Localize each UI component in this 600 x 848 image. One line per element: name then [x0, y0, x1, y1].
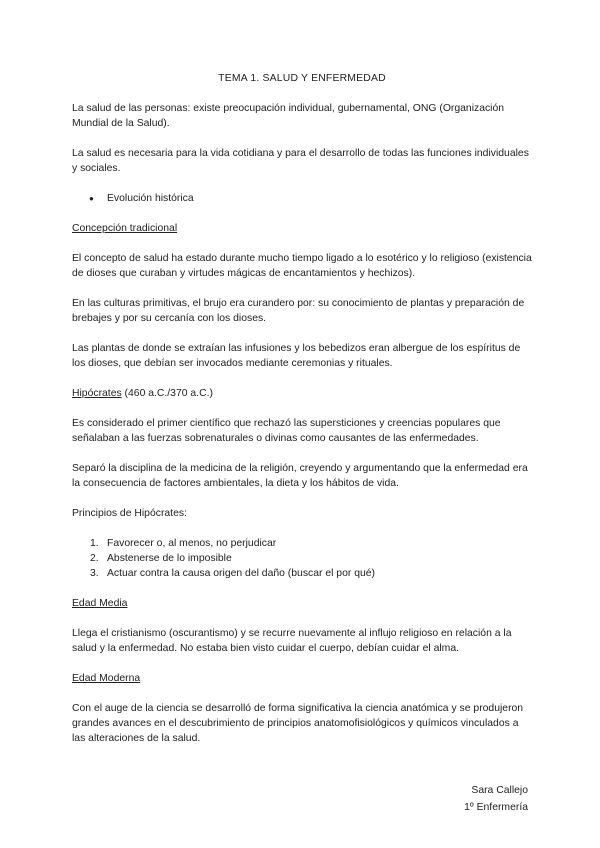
principles-list [72, 536, 532, 581]
signature-block [464, 782, 528, 816]
hipocrates-heading-line [72, 386, 532, 401]
heading-edad-media: Edad Media [72, 598, 128, 609]
bullet-list [72, 191, 532, 206]
principles-label: Principios de Hipócrates: [72, 508, 187, 519]
tradicional-paragraph-1: El concepto de salud ha estado durante mucho tiempo ligado a lo esotérico y lo religioso (existencia de dioses que curaban y virtudes mágicas de encantamientos y hechizos). [72, 253, 532, 279]
media-paragraph-1: Llega el cristianismo (oscurantismo) y se recurre nuevamente al influjo religioso en relación a la salud y la enfermedad. No estaba bien visto cuidar el cuerpo, debían cuidar el alma. [72, 628, 512, 654]
author-course: 1º Enfermería [464, 802, 528, 813]
tradicional-paragraph-3: Las plantas de donde se extraían las infusiones y los bebedizos eran albergue de los espíritus de los dioses, que debían ser invocados mediante ceremonias y rituales. [72, 343, 521, 369]
document-title: TEMA 1. SALUD Y ENFERMEDAD [218, 73, 386, 84]
tradicional-paragraph-2: En las culturas primitivas, el brujo era curandero por: su conocimiento de plantas y preparación de brebajes y por su cercanía con los dioses. [72, 298, 525, 324]
document-body [72, 71, 532, 761]
principle-text: Favorecer o, al menos, no perjudicar [107, 538, 277, 549]
principle-item [72, 551, 532, 566]
principle-item [72, 536, 532, 551]
hipocrates-paragraph-2: Separó la disciplina de la medicina de la religión, creyendo y argumentando que la enfermedad era la consecuencia de factores ambientales, la dieta y los hábitos de vida. [72, 463, 528, 489]
principle-item [72, 566, 532, 581]
moderna-paragraph-1: Con el auge de la ciencia se desarrolló de forma significativa la ciencia anatómica y se produjeron grandes avances en el descubrimiento de principios anatomofisiológicos y químicos vinculados a las alteraciones de la salud. [72, 703, 524, 744]
heading-hipocrates: Hipócrates [72, 388, 122, 399]
intro-paragraph-2: La salud es necesaria para la vida cotidiana y para el desarrollo de todas las funciones individuales y sociales. [72, 148, 529, 174]
principle-number: 3. [90, 568, 99, 579]
heading-concepcion-tradicional: Concepción tradicional [72, 223, 178, 234]
author-name: Sara Callejo [471, 785, 528, 796]
bullet-item-evolucion: ● Evolución histórica [107, 191, 532, 206]
hipocrates-paragraph-1: Es considerado el primer científico que rechazó las supersticiones y creencias populares que señalaban a las fuerzas sobrenaturales o divinas como causantes de las enfermedades. [72, 418, 501, 444]
heading-edad-moderna: Edad Moderna [72, 673, 141, 684]
principle-text: Actuar contra la causa origen del daño (buscar el por qué) [107, 568, 376, 579]
principle-text: Abstenerse de lo imposible [107, 553, 232, 564]
principle-number: 2. [90, 553, 99, 564]
principle-number: 1. [90, 538, 99, 549]
intro-paragraph-1: La salud de las personas: existe preocupación individual, gubernamental, ONG (Organización Mundial de la Salud). [72, 103, 505, 129]
hipocrates-dates: (460 a.C./370 a.C.) [121, 388, 213, 399]
